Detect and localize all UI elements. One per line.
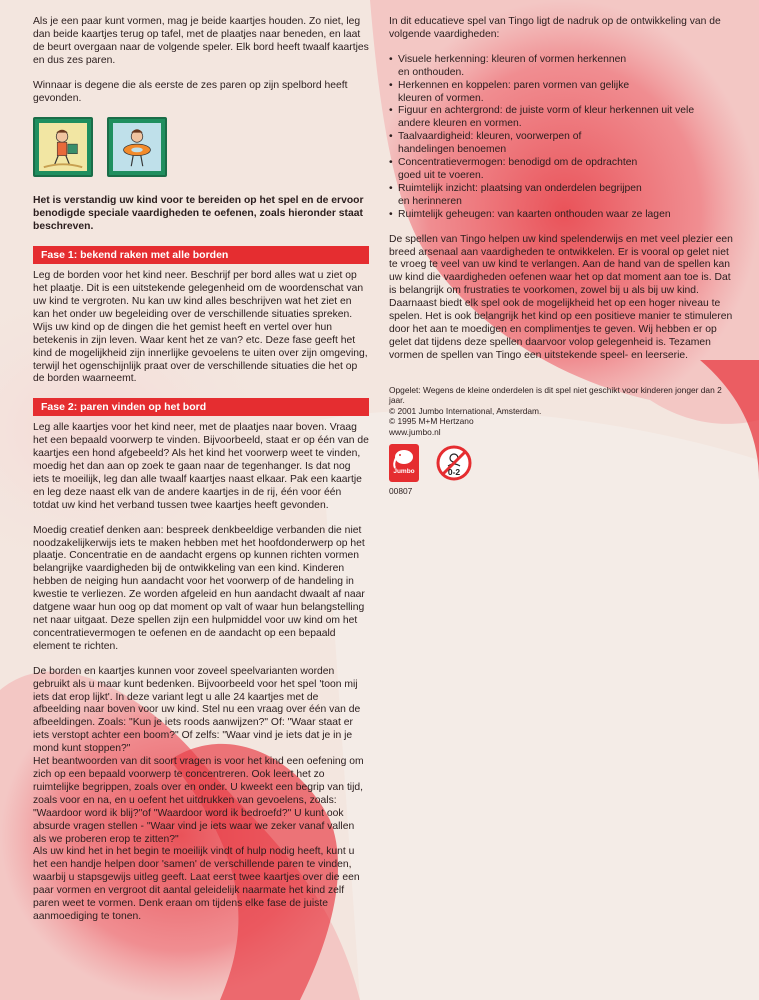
- paragraph-winner: Winnaar is degene die als eerste de zes paren op zijn spelbord heeft gevonden.: [33, 79, 348, 104]
- tingo-description: De spellen van Tingo helpen uw kind spelenderwijs en met veel plezier een breed arsenaal aan vaardigheden te ontwikkelen. Er is vooral op gelet niet te vroeg te veel van uw kind te verlangen. Aan de hand van de spellen kan uw kind die vaardigheden oefenen waar het op dat moment aan toe is. Dat is belangrijk om frustraties te voorkomen, zowel bij u als bij uw kind. Daarnaast biedt elk spel ook de mogelijkheid het op een hoger niveau te spelen. Het is ook belangrijk het kind op een positieve manier te stimuleren door het aan te moedigen en complimentjes te geven. Wij hebben er op gelet dat tijdens deze spellen daarvoor volop gelegenheid is. Tezamen vormen de spellen van Tingo een uitstekende speel- en leerserie.: [389, 233, 733, 361]
- skills-list: [389, 54, 734, 222]
- intro-bold-text: Het is verstandig uw kind voor te bereiden op het spel en de ervoor benodigde speciale vaardigheden te oefenen, zoals hieronder staat beschreven.: [33, 195, 364, 233]
- legal-block: [389, 385, 734, 438]
- fase2-paragraph-1: Leg alle kaartjes voor het kind neer, met de plaatjes naar boven. Vraag het een bepaald voorwerp te vinden. Bijvoorbeeld, staat er op één van de kaartjes een hond afgebeeld? Als het kind het voorwerp weet te vinden, moedig het dan aan op zoek te gaan naar de tegenhanger. Is dat nog iets te moeilijk, leg dan alle twaalf kaartjes naast elkaar. Pak een kaartje en leg deze naast elk van de andere kaartjes in de rij, één voor één totdat uw kind het verband tussen twee kaartjes heeft gevonden.: [33, 422, 369, 511]
- left-column: [33, 16, 369, 936]
- card-swim-ring-child-icon: [107, 117, 167, 177]
- list-item: • Visuele herkenning: kleuren of vormen herkennen en onthouden.: [389, 54, 734, 80]
- list-item: • Figuur en achtergrond: de juiste vorm of kleur herkennen uit vele andere kleuren en vormen.: [389, 105, 734, 131]
- fase1-heading: Fase 1: bekend raken met alle borden: [33, 246, 369, 264]
- skills-intro: In dit educatieve spel van Tingo ligt de nadruk op de ontwikkeling van de volgende vaardigheden:: [389, 16, 721, 40]
- jumbo-logo-text: Jumbo: [393, 467, 415, 475]
- list-item: • Herkennen en koppelen: paren vormen van gelijke kleuren of vormen.: [389, 80, 734, 106]
- list-item: • Ruimtelijk inzicht: plaatsing van onderdelen begrijpen en herinneren: [389, 183, 734, 209]
- fase2-heading: Fase 2: paren vinden op het bord: [33, 398, 369, 416]
- fase2-paragraph-3: De borden en kaartjes kunnen voor zoveel speelvarianten worden gebruikt als u maar kunt bedenken. Bijvoorbeeld voor het spel 'toon mij iets dat erop lijkt'. In deze variant legt u alle 24 kaartjes met de afbeelding naar boven voor uw kind. Stel nu een vraag over één van de afbeeldingen. Zoals: "Kun je iets roods aanwijzen?" Of: "Waar staat er iets verstopt achter een boom?" Of zelfs: "Waar vind je iets dat je in je mond kunt stoppen?": [33, 665, 361, 755]
- right-column: [389, 16, 734, 496]
- copyright-hertzano: © 1995 M+M Hertzano: [389, 416, 474, 427]
- website-url: www.jumbo.nl: [389, 427, 441, 438]
- age-label: 0-2: [447, 466, 461, 477]
- example-cards: [33, 117, 369, 177]
- fase2-paragraph-4: Het beantwoorden van dit soort vragen is voor het kind een oefening om zich op een bepaald voorwerp te concentreren. Ook leert het zo ruimtelijke begrippen, zoals over en onder. U kweekt een begrip van tijd, zoals voor en na, en u oefent het uitdrukken van gevoelens, zoals: "Waardoor word ik blij?"of "Waardoor word ik bedroefd?" U kunt ook absurde vragen stellen - "Waar vind je iets waar we zeker vanaf vallen als we proberen erop te zitten?": [33, 756, 364, 845]
- list-item: • Taalvaardigheid: kleuren, voorwerpen of handelingen benoemen: [389, 131, 734, 157]
- fase2-paragraph-5: Als uw kind het in het begin te moeilijk vindt of hulp nodig heeft, kunt u het een handje helpen door 'samen' de verschillende paren te vinden, waarbij u stapsgewijs uitleg geeft. Laat eerst twee kaartjes over die een paar vormen en vergroot dit aantal geleidelijk naarmate het kind zelf paren weet te vormen. Denk eraan om tijdens elke fase de juiste aanmoediging te tonen.: [33, 846, 360, 922]
- copyright-jumbo: © 2001 Jumbo International, Amsterdam.: [389, 405, 542, 416]
- list-item: • Concentratievermogen: benodigd om de opdrachten goed uit te voeren.: [389, 157, 734, 183]
- jumbo-logo: [389, 444, 419, 482]
- age-warning-icon: [435, 444, 473, 482]
- fase1-text: Leg de borden voor het kind neer. Beschrijf per bord alles wat u ziet op het plaatje. Dit is een uitstekende gelegenheid om de woordenschat van uw kind te vergroten. Nu kan uw kind alles beschrijven wat het ziet en kan het onder uw begeleiding over de verschillende situaties spreken. Wijs uw kind op de dingen die het gemist heeft en vertel over hun betekenis in zijn leven. Waar kent het ze van? etc. Deze fase geeft het kind de mogelijkheid zijn innerlijke gevoelens te uiten over zijn omgeving, terwijl het ogenschijnlijk praat over de verschillende situaties die het op de borden waarneemt.: [33, 270, 368, 385]
- age-warning: Opgelet: Wegens de kleine onderdelen is dit spel niet geschikt voor kinderen jonger dan 2 jaar.: [389, 384, 722, 406]
- list-item: • Ruimtelijk geheugen: van kaarten onthouden waar ze lagen: [389, 209, 734, 222]
- logos-row: [389, 444, 734, 482]
- fase2-paragraph-2: Moedig creatief denken aan: bespreek denkbeeldige verbanden die niet noodzakelijkerwijs iets te maken hebben met het hoofdonderwerp op het plaatje. Concentratie en de aandacht ergens op kunnen richten vormen belangrijke vaardigheden bij de ontwikkeling van een kind. Kinderen hebben de neiging hun aandacht voor het voorwerp of de handeling in kwestie te verliezen. Ze worden afgeleid en hun aandacht dwaalt af naar datgene waar hun oog op dat moment op valt of waar hun belangstelling net naar uitgaat. Deze spellen zijn een hulpmiddel voor uw kind om het concentratievermogen te oefenen en de aandacht op een bepaald element te richten.: [33, 524, 365, 652]
- card-beach-child-icon: [33, 117, 93, 177]
- paragraph-pair-rules: Als je een paar kunt vormen, mag je beide kaartjes houden. Zo niet, leg dan beide kaartjes terug op tafel, met de plaatjes naar beneden, en laat de beurt overgaan naar de volgende speler. Elk bord heeft twaalf kaartjes en dus zes paren.: [33, 16, 369, 66]
- product-code: 00807: [389, 485, 413, 496]
